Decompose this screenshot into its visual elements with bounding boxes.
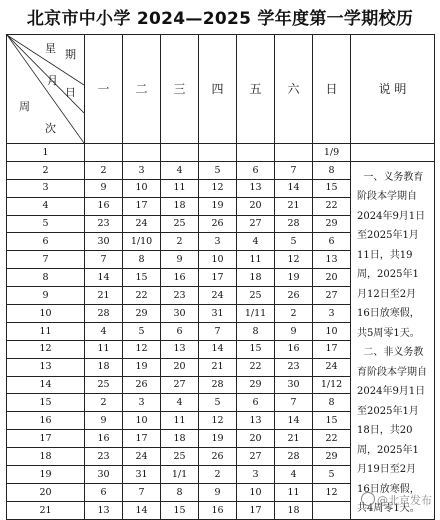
week-number: 15 <box>7 394 85 412</box>
date-cell: 5 <box>199 161 237 179</box>
date-cell: 2 <box>275 305 313 323</box>
week-number: 14 <box>7 376 85 394</box>
date-cell: 23 <box>85 448 123 466</box>
date-cell: 15 <box>313 179 351 197</box>
date-cell <box>85 144 123 162</box>
corner-header <box>7 35 85 144</box>
watermark <box>361 492 432 508</box>
date-cell: 26 <box>199 448 237 466</box>
date-cell: 11 <box>85 340 123 358</box>
date-cell: 23 <box>161 287 199 305</box>
date-cell: 8 <box>161 483 199 501</box>
date-cell: 11 <box>237 251 275 269</box>
date-cell: 29 <box>313 215 351 233</box>
date-cell: 14 <box>275 179 313 197</box>
weibo-icon <box>361 492 375 506</box>
date-cell: 12 <box>199 412 237 430</box>
date-cell: 27 <box>237 215 275 233</box>
date-cell: 24 <box>123 215 161 233</box>
date-cell: 12 <box>313 483 351 501</box>
date-cell: 22 <box>313 430 351 448</box>
date-cell: 7 <box>275 394 313 412</box>
corner-label-qi: 期 <box>65 48 76 61</box>
date-cell: 28 <box>85 305 123 323</box>
date-cell: 9 <box>85 179 123 197</box>
date-cell: 20 <box>313 269 351 287</box>
date-cell: 16 <box>161 269 199 287</box>
date-cell: 11 <box>161 412 199 430</box>
table-row <box>7 144 435 162</box>
date-cell: 14 <box>85 269 123 287</box>
date-cell: 26 <box>199 215 237 233</box>
date-cell <box>313 501 351 519</box>
date-cell: 12 <box>275 251 313 269</box>
date-cell: 20 <box>237 197 275 215</box>
date-cell: 20 <box>161 358 199 376</box>
page-title: 北京市中小学 2024—2025 学年度第一学期校历 <box>26 9 414 29</box>
date-cell: 25 <box>237 287 275 305</box>
date-cell: 1/9 <box>313 144 351 162</box>
corner-label-zhou: 周 <box>19 100 30 113</box>
date-cell: 4 <box>161 394 199 412</box>
day-header-fri: 五 <box>237 35 275 144</box>
date-cell: 5 <box>313 466 351 484</box>
date-cell: 21 <box>85 287 123 305</box>
date-cell: 24 <box>123 448 161 466</box>
date-cell: 3 <box>199 233 237 251</box>
corner-label-ci: 次 <box>45 122 56 135</box>
date-cell: 14 <box>199 340 237 358</box>
date-cell: 30 <box>85 233 123 251</box>
date-cell: 17 <box>199 269 237 287</box>
date-cell: 19 <box>275 269 313 287</box>
date-cell: 13 <box>85 501 123 519</box>
date-cell: 2 <box>199 466 237 484</box>
date-cell: 10 <box>199 251 237 269</box>
week-number: 1 <box>7 144 85 162</box>
week-number: 4 <box>7 197 85 215</box>
date-cell: 16 <box>199 501 237 519</box>
date-cell: 6 <box>313 233 351 251</box>
date-cell: 22 <box>313 197 351 215</box>
date-cell: 13 <box>161 340 199 358</box>
week-number: 2 <box>7 161 85 179</box>
date-cell: 25 <box>85 376 123 394</box>
week-number: 20 <box>7 483 85 501</box>
week-number: 10 <box>7 305 85 323</box>
date-cell: 19 <box>199 197 237 215</box>
date-cell: 12 <box>123 340 161 358</box>
date-cell: 29 <box>313 448 351 466</box>
day-header-sun: 日 <box>313 35 351 144</box>
date-cell <box>237 144 275 162</box>
date-cell: 27 <box>161 376 199 394</box>
date-cell: 26 <box>275 287 313 305</box>
week-number: 21 <box>7 501 85 519</box>
date-cell: 1/1 <box>161 466 199 484</box>
date-cell: 18 <box>161 197 199 215</box>
date-cell: 17 <box>237 501 275 519</box>
date-cell: 7 <box>199 322 237 340</box>
date-cell: 20 <box>237 430 275 448</box>
date-cell: 23 <box>85 215 123 233</box>
date-cell: 17 <box>123 197 161 215</box>
date-cell: 31 <box>123 466 161 484</box>
corner-label-xing: 星 <box>45 42 56 55</box>
date-cell: 29 <box>123 305 161 323</box>
date-cell: 15 <box>237 340 275 358</box>
day-header-sat: 六 <box>275 35 313 144</box>
date-cell <box>161 144 199 162</box>
note-header: 说 明 <box>351 35 435 144</box>
date-cell: 4 <box>275 466 313 484</box>
day-header-wed: 三 <box>161 35 199 144</box>
date-cell: 23 <box>275 358 313 376</box>
date-cell: 10 <box>237 483 275 501</box>
week-number: 12 <box>7 340 85 358</box>
date-cell: 24 <box>199 287 237 305</box>
date-cell: 10 <box>123 412 161 430</box>
week-number: 16 <box>7 412 85 430</box>
date-cell: 8 <box>123 251 161 269</box>
date-cell: 21 <box>199 358 237 376</box>
date-cell: 30 <box>161 305 199 323</box>
date-cell: 17 <box>123 430 161 448</box>
date-cell: 30 <box>275 376 313 394</box>
date-cell: 18 <box>275 501 313 519</box>
date-cell: 27 <box>237 448 275 466</box>
day-header-tue: 二 <box>123 35 161 144</box>
week-number: 11 <box>7 322 85 340</box>
day-header-mon: 一 <box>85 35 123 144</box>
corner-label-yue: 月 <box>47 74 58 87</box>
week-number: 18 <box>7 448 85 466</box>
date-cell: 16 <box>85 197 123 215</box>
week-number: 3 <box>7 179 85 197</box>
date-cell: 9 <box>275 322 313 340</box>
day-header-thu: 四 <box>199 35 237 144</box>
date-cell: 4 <box>237 233 275 251</box>
date-cell: 18 <box>161 430 199 448</box>
date-cell: 8 <box>313 394 351 412</box>
date-cell: 8 <box>237 322 275 340</box>
date-cell: 10 <box>123 179 161 197</box>
date-cell: 15 <box>161 501 199 519</box>
date-cell: 19 <box>123 358 161 376</box>
date-cell: 21 <box>275 197 313 215</box>
date-cell: 25 <box>161 448 199 466</box>
week-number: 6 <box>7 233 85 251</box>
week-number: 19 <box>7 466 85 484</box>
date-cell: 12 <box>199 179 237 197</box>
note-empty-cell <box>351 144 435 162</box>
table-row <box>7 161 435 179</box>
date-cell: 19 <box>199 430 237 448</box>
date-cell: 9 <box>199 483 237 501</box>
date-cell: 1/10 <box>123 233 161 251</box>
date-cell: 24 <box>313 358 351 376</box>
date-cell: 5 <box>275 233 313 251</box>
date-cell: 2 <box>85 161 123 179</box>
date-cell: 13 <box>237 179 275 197</box>
date-cell <box>199 144 237 162</box>
date-cell: 13 <box>313 251 351 269</box>
date-cell <box>123 144 161 162</box>
date-cell: 5 <box>123 322 161 340</box>
date-cell: 7 <box>275 161 313 179</box>
date-cell: 10 <box>313 322 351 340</box>
week-number: 13 <box>7 358 85 376</box>
date-cell: 7 <box>123 483 161 501</box>
date-cell: 18 <box>237 269 275 287</box>
week-number: 9 <box>7 287 85 305</box>
date-cell: 11 <box>275 483 313 501</box>
date-cell: 16 <box>85 430 123 448</box>
header-row <box>7 35 435 144</box>
date-cell: 29 <box>237 376 275 394</box>
date-cell: 22 <box>237 358 275 376</box>
date-cell: 4 <box>85 322 123 340</box>
date-cell: 6 <box>161 322 199 340</box>
calendar-table <box>6 34 435 520</box>
date-cell: 1/11 <box>237 305 275 323</box>
date-cell: 11 <box>161 179 199 197</box>
date-cell: 15 <box>123 269 161 287</box>
date-cell: 31 <box>199 305 237 323</box>
date-cell: 22 <box>123 287 161 305</box>
corner-label-ri: 日 <box>65 86 76 99</box>
date-cell: 27 <box>313 287 351 305</box>
date-cell <box>275 144 313 162</box>
date-cell: 6 <box>237 394 275 412</box>
date-cell: 28 <box>275 215 313 233</box>
date-cell: 25 <box>161 215 199 233</box>
note-text: 一、义务教育阶段本学期自2024年9月1日至2025年1月11日，共19周，2025年1月12日至2月16日放寒假，共5周零1天。 二、非义务教育阶段本学期自2024年9月1日至2025年1月18日，共20周，2025年1月19日至2月16日放寒假，共4周零1天。 <box>351 161 435 519</box>
date-cell: 7 <box>85 251 123 269</box>
date-cell: 6 <box>85 483 123 501</box>
calendar-body <box>7 144 435 520</box>
date-cell: 2 <box>161 233 199 251</box>
date-cell: 17 <box>313 340 351 358</box>
week-number: 17 <box>7 430 85 448</box>
date-cell: 30 <box>85 466 123 484</box>
date-cell: 4 <box>161 161 199 179</box>
date-cell: 26 <box>123 376 161 394</box>
date-cell: 18 <box>85 358 123 376</box>
date-cell: 3 <box>123 394 161 412</box>
date-cell: 5 <box>199 394 237 412</box>
date-cell: 1/12 <box>313 376 351 394</box>
week-number: 8 <box>7 269 85 287</box>
date-cell: 15 <box>313 412 351 430</box>
watermark-text: @北京发布 <box>377 494 432 507</box>
date-cell: 16 <box>275 340 313 358</box>
date-cell: 3 <box>237 466 275 484</box>
date-cell: 14 <box>123 501 161 519</box>
date-cell: 6 <box>237 161 275 179</box>
date-cell: 13 <box>237 412 275 430</box>
week-number: 5 <box>7 215 85 233</box>
date-cell: 14 <box>275 412 313 430</box>
date-cell: 28 <box>275 448 313 466</box>
date-cell: 21 <box>275 430 313 448</box>
date-cell: 9 <box>85 412 123 430</box>
date-cell: 9 <box>161 251 199 269</box>
date-cell: 2 <box>85 394 123 412</box>
week-number: 7 <box>7 251 85 269</box>
date-cell: 28 <box>199 376 237 394</box>
date-cell: 8 <box>313 161 351 179</box>
date-cell: 3 <box>123 161 161 179</box>
date-cell: 3 <box>313 305 351 323</box>
